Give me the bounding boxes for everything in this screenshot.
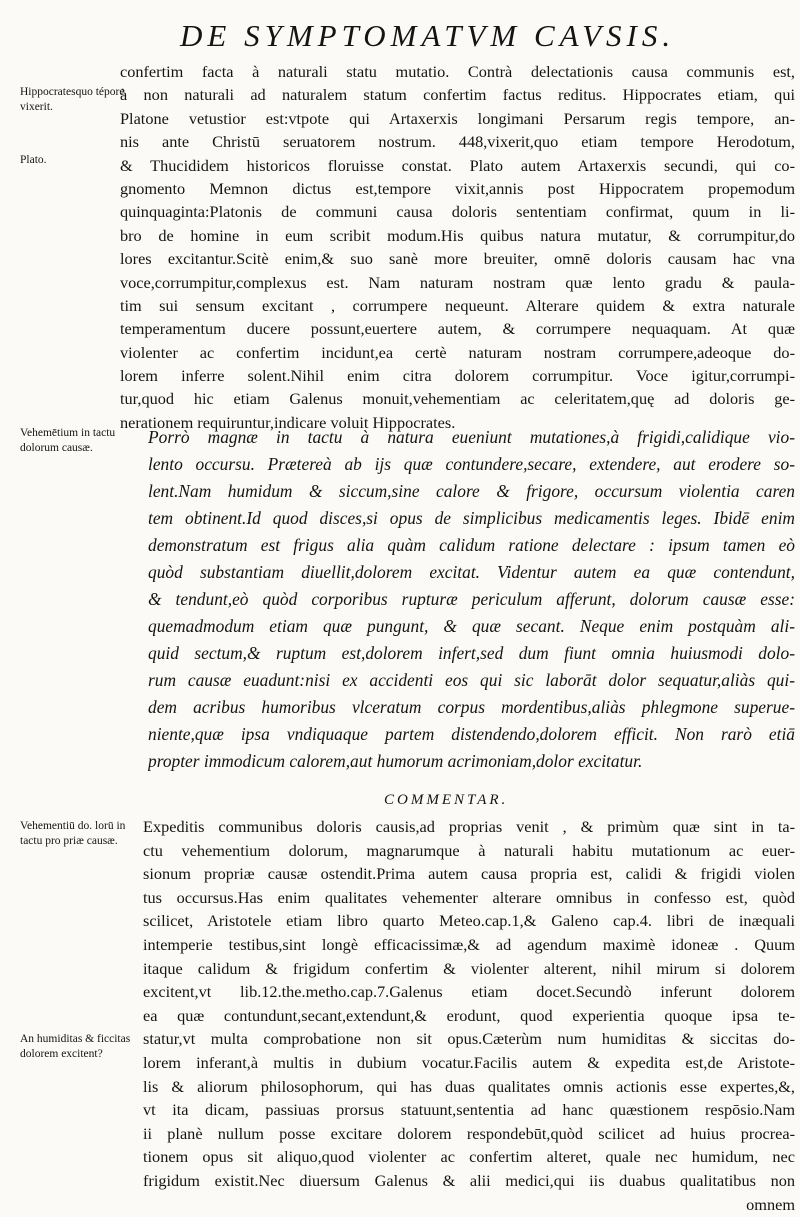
text-line: tionem opus sit aliquo,quod violenter ac confertim alteret, quale nec humidum, nec (143, 1147, 795, 1167)
text-line: bro de homine in eum scribit modum.His quibus natura mutatur, & corrumpitur,do (120, 225, 795, 245)
text-line: lores excitantur.Scitè enim,& suo sanè more breuiter, omnē doloris causam hac vna (120, 249, 795, 269)
text-line: quinquaginta:Platonis de communi causa doloris sententiam confirmat, quum in li- (120, 202, 795, 222)
text-line: quemadmodum etiam quæ pungunt, & quæ secant. Neque enim postquàm ali- (148, 616, 795, 636)
text-line: à non naturali ad naturalem statum confertim factus reditus. Hippocrates etiam, qui (120, 85, 795, 105)
text-line: Porrò magnæ in tactu à natura eueniunt mutationes,à frigidi,calidique vio- (148, 427, 795, 447)
text-line: lento occursu. Prætereà ab ijs quæ contundere,secare, extendere, aut erodere so- (148, 454, 795, 474)
text-line: nerationem requiruntur,indicare voluit Hippocrates. (120, 412, 456, 432)
text-line: itaque calidum & frigidum confertim & violenter alterent, nihil mirum si dolorem (143, 958, 795, 978)
text-line: lorem inferant,à multis in dubium vocatur.Facilis autem & expedita est,de Aristote- (143, 1052, 795, 1072)
text-line: quòd substantiam diuellit,dolorem excitat. Videntur autem ea quæ contendunt, (148, 562, 795, 582)
margin-note-vehement-causes: Vehemētium in tactu dolorum causæ. (20, 427, 116, 454)
margin-note-hippocrates: Hippocratesquo tépore vixerit. (20, 86, 125, 113)
text-line: ii planè nullum posse excitare dolorem respondebūt,quòd scilicet ad huius procrea- (143, 1123, 795, 1143)
text-line: sionum propriæ causæ ostendit.Prima autem causa propria est, calidi & frigidi violen (143, 864, 795, 884)
margin-note-proper-causes: Vehementiū do. lorū in tactu pro priæ causæ. (20, 820, 126, 847)
text-line: tim sui sensum excitant , corrumpere nequeunt. Alterare quidem & extra naturale (120, 295, 795, 315)
margin-note-plato: Plato. (20, 154, 47, 166)
text-line: Platone vetustior est:vtpote qui Artaxerxis longimani Persarum regis tempore, an- (120, 108, 795, 128)
text-line: quid sectum,& ruptum est,dolorem infert,sed dum fiunt omnia huiusmodi dolo- (148, 643, 795, 663)
text-line: statur,vt multa comprobatione non sit opus.Cæterùm num humiditas & siccitas do- (143, 1029, 795, 1049)
text-line: nis ante Christū seruatorem nostrum. 448,vixerit,quo etiam tempore Herodotum, (120, 132, 795, 152)
text-line: & Thucididem historicos floruisse constat. Plato autem Artaxerxis secundi, qui co- (120, 155, 795, 175)
text-line: & tendunt,eò quòd corporibus rupturæ periculum afferunt, dolorum causæ esse: (148, 589, 795, 609)
text-line: propter immodicum calorem,aut humorum acrimoniam,dolor excitatur. (148, 751, 643, 771)
paragraph-main-italic (148, 424, 795, 775)
text-line: lent.Nam humidum & siccum,sine calore & frigore, occursum violentia caren (148, 481, 795, 501)
text-line: ctu vehementium dolorum, magnarumque à naturali habitu mutationum ac euer- (143, 840, 795, 860)
text-line: intemperie testibus,sint longè efficacissimæ,& ad agendum maximè idoneæ . Quum (143, 934, 795, 954)
text-line: tus occursus.Has enim qualitates vehementer alterare omnibus in confesso est, quòd (143, 887, 795, 907)
text-line: niente,quæ ipsa vndiquaque partem distendendo,dolorem efficit. Non rarò etiā (148, 724, 795, 744)
text-line: demonstratum est frigus alia quàm calidum ratione delectare : ipsum tamen eò (148, 535, 795, 555)
text-line: rum causæ euadunt:nisi ex accidenti eos qui sic laborāt dolor sequatur,aliàs qui- (148, 670, 795, 690)
text-line: Expeditis communibus doloris causis,ad proprias venit , & primùm quæ sint in ta- (143, 817, 795, 836)
catchword: omnem (746, 1194, 795, 1214)
margin-note-humidity-question: An humiditas & ficcitas dolorem excitent? (20, 1033, 131, 1060)
text-line: lorem inferre solent.Nihil enim citra dolorem corrumpitur. Voce igitur,corrumpi- (120, 366, 795, 386)
commentary-heading: COMMENTAR. (384, 792, 509, 808)
text-line: tur,quod hic etiam Galenus monuit,vehementiam ac celeritatem,quę ad doloris ge- (120, 389, 795, 409)
text-line: temperamentum ducere possunt,euertere autem, & corrumpere nequaquam. At quæ (120, 319, 795, 339)
text-line: tem obtinent.Id quod disces,si opus de simplicibus medicamentis leges. Ibidē enim (148, 508, 795, 528)
text-line: confertim facta à naturali statu mutatio. Contrà delectationis causa communis est, (120, 62, 795, 81)
text-line: dem acribus humoribus vlceratum corpus mordentibus,aliàs phlegmone superue- (148, 697, 795, 717)
paragraph-commentary (143, 815, 795, 1216)
text-line: vt ita dicam, passiuas prorsus statuunt,sententia ad hanc quæstionem respōsio.Nam (143, 1100, 795, 1120)
text-line: gnomento Memnon dictus est,tempore vixit,annis post Hippocratem propemodum (120, 178, 795, 198)
text-line: violenter ac confertim incidunt,ea certè naturam nostram corrumpere,adeoque do- (120, 342, 795, 362)
text-line: scilicet, Aristotele etiam libro quarto Meteo.cap.1,& Galeno cap.4. libri de inæquali (143, 911, 795, 931)
text-line: frigidum existit.Nec diuersum Galenus & alii medici,qui iis duabus qualitatibus non (143, 1170, 795, 1190)
text-line: ea quæ contundunt,secant,extendunt,& erodunt, quod experientia quoque ipsa te- (143, 1005, 795, 1025)
running-header: DE SYMPTOMATVM CAVSIS. (180, 18, 676, 53)
text-line: excitent,vt lib.12.the.metho.cap.7.Galenus etiam docet.Secundò inferunt dolorem (143, 982, 795, 1002)
text-line: lis & aliorum philosophorum, qui has duas qualitates omnis actionis esse expertes,&, (143, 1076, 795, 1096)
text-line: voce,corrumpitur,complexus est. Nam naturam nostram quæ lento gradu & paula- (120, 272, 795, 292)
paragraph-intro (120, 60, 795, 434)
